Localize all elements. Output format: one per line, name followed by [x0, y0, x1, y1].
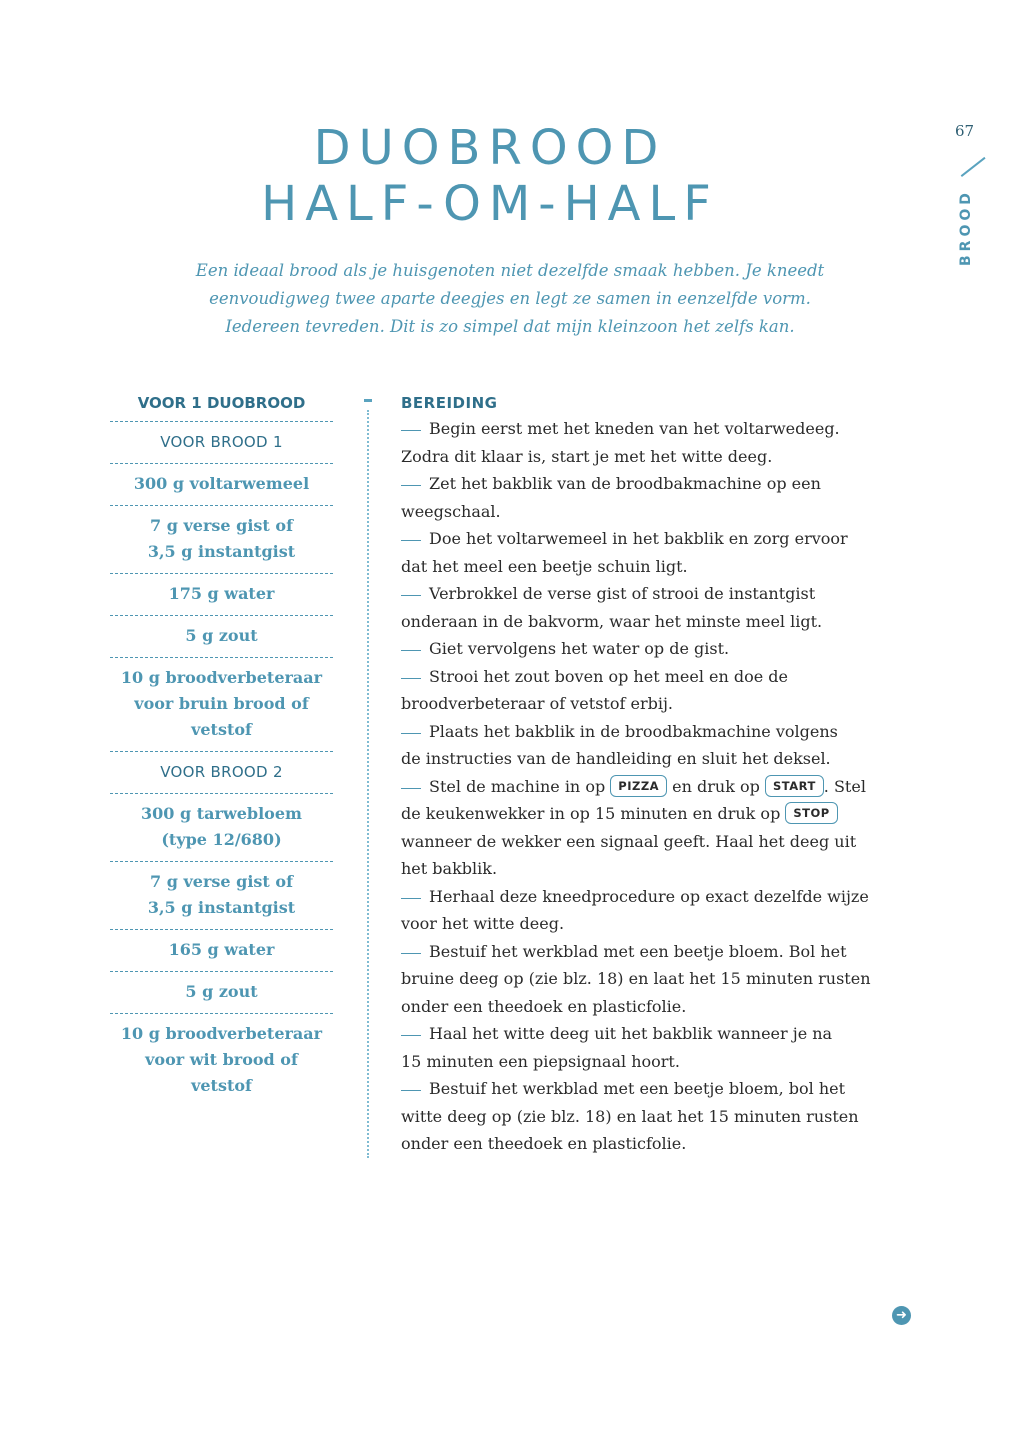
step-line: witte deeg op (zie blz. 18) en laat het 15 minuten rusten: [401, 1106, 859, 1126]
step-line: broodverbeteraar of vetstof erbij.: [401, 694, 674, 713]
preparation-step: [401, 883, 911, 938]
page-slash-decoration: [961, 157, 986, 177]
step-line: 15 minuten een piepsignaal hoort.: [401, 1051, 680, 1071]
step-line: wanneer de wekker een signaal geeft. Haal het deeg uit: [401, 831, 857, 851]
ingredient-line: 5 g zout: [185, 982, 258, 1001]
stop-key-label: STOP: [785, 802, 837, 824]
ingredient-line: 10 g broodverbeteraar: [120, 668, 323, 687]
step-bullet-dash: [401, 540, 421, 541]
step-line: de keukenwekker in op 15 minuten en druk op STOP: [401, 800, 911, 828]
step-line: Bestuif het werkblad met een beetje bloem, bol het: [401, 1075, 911, 1103]
step-line: onder een theedoek en plasticfolie.: [401, 1134, 687, 1153]
preparation-step: [401, 1020, 911, 1075]
ingredient-line: vetstof: [191, 720, 252, 739]
ingredient-line: (type 12/680): [161, 830, 282, 849]
preparation-step: [401, 525, 911, 580]
ingredient-item: [110, 464, 333, 506]
preparation-step: [401, 938, 911, 1021]
preparation-step: [401, 415, 911, 470]
page-number: 67: [955, 122, 975, 140]
intro-line: Een ideaal brood als je huisgenoten niet dezelfde smaak hebben. Je kneedt: [195, 261, 825, 280]
preparation-step: [401, 663, 911, 718]
arrow-right-circle-icon[interactable]: ➜: [892, 1306, 911, 1325]
ingredient-line: voor bruin brood of: [134, 694, 309, 713]
recipe-title-line-1: DUOBROOD: [313, 120, 667, 176]
step-line: weegschaal.: [401, 501, 501, 521]
ingredient-item: [110, 1014, 333, 1107]
ingredients-list: [110, 394, 333, 1107]
column-divider: [367, 410, 369, 1158]
recipe-intro: [150, 257, 870, 341]
step-line: voor het witte deeg.: [401, 914, 565, 933]
step-bullet-dash: [401, 1035, 421, 1036]
ingredient-item: [110, 972, 333, 1014]
step-line: Verbrokkel de verse gist of strooi de instantgist: [401, 580, 911, 608]
intro-line: Iedereen tevreden. Dit is zo simpel dat mijn kleinzoon het zelfs kan.: [225, 317, 795, 336]
step-bullet-dash: [401, 595, 421, 596]
step-bullet-dash: [401, 788, 421, 789]
preparation-section: [401, 394, 911, 1158]
step-line: Zet het bakblik van de broodbakmachine op een: [401, 470, 911, 498]
ingredient-item: [110, 862, 333, 930]
step-line: Giet vervolgens het water op de gist.: [401, 635, 911, 663]
preparation-step: [401, 718, 911, 773]
ingredient-item: [110, 930, 333, 972]
step-line: het bakblik.: [401, 859, 498, 878]
step-line: Begin eerst met het kneden van het voltarwedeeg.: [401, 415, 911, 443]
ingredient-item: [110, 506, 333, 574]
step-line: Herhaal deze kneedprocedure op exact dezelfde wijze: [401, 883, 911, 911]
step-line: onder een theedoek en plasticfolie.: [401, 996, 687, 1016]
ingredient-line: VOOR BROOD 1: [160, 433, 283, 451]
step-line: Haal het witte deeg uit het bakblik wanneer je na: [401, 1020, 911, 1048]
ingredient-line: 10 g broodverbeteraar: [120, 1024, 323, 1043]
pizza-key-label: PIZZA: [610, 775, 667, 797]
step-line: Strooi het zout boven op het meel en doe de: [401, 663, 911, 691]
preparation-step: [401, 1075, 911, 1158]
ingredient-line: 165 g water: [168, 940, 275, 959]
ingredient-line: voor wit brood of: [145, 1050, 298, 1069]
step-bullet-dash: [401, 898, 421, 899]
step-line: dat het meel een beetje schuin ligt.: [401, 556, 688, 576]
start-key-label: START: [765, 775, 824, 797]
ingredient-line: 3,5 g instantgist: [147, 542, 296, 561]
step-line: Zodra dit klaar is, start je met het witte deeg.: [401, 446, 773, 466]
section-label: BROOD: [958, 189, 974, 266]
step-bullet-dash: [401, 430, 421, 431]
ingredient-item: [110, 794, 333, 862]
step-line: onderaan in de bakvorm, waar het minste meel ligt.: [401, 611, 823, 631]
step-bullet-dash: [401, 953, 421, 954]
step-line: Stel de machine in op PIZZA en druk op START . Stel: [401, 773, 911, 801]
preparation-step: [401, 470, 911, 525]
step-line: de instructies van de handleiding en sluit het deksel.: [401, 749, 831, 768]
ingredient-line: VOOR BROOD 2: [160, 763, 283, 781]
preparation-step: [401, 635, 911, 663]
intro-line: eenvoudigweg twee aparte deegjes en legt ze samen in eenzelfde vorm.: [209, 289, 811, 308]
step-bullet-dash: [401, 1090, 421, 1091]
preparation-header: BEREIDING: [401, 394, 498, 412]
step-line: Plaats het bakblik in de broodbakmachine volgens: [401, 718, 911, 746]
ingredient-line: 7 g verse gist of: [150, 516, 293, 535]
recipe-title-line-2: HALF-OM-HALF: [261, 176, 719, 232]
step-bullet-dash: [401, 678, 421, 679]
step-bullet-dash: [401, 650, 421, 651]
ingredient-item: [110, 574, 333, 616]
preparation-step: [401, 580, 911, 635]
step-bullet-dash: [401, 733, 421, 734]
ingredient-line: 5 g zout: [185, 626, 258, 645]
ingredient-item: [110, 616, 333, 658]
preparation-step: [401, 773, 911, 883]
step-line: bruine deeg op (zie blz. 18) en laat het 15 minuten rusten: [401, 969, 871, 988]
ingredient-line: 3,5 g instantgist: [147, 898, 296, 917]
ingredient-line: vetstof: [191, 1076, 252, 1095]
ingredient-line: 300 g voltarwemeel: [133, 474, 310, 493]
ingredient-line: 7 g verse gist of: [150, 872, 293, 891]
step-line: Bestuif het werkblad met een beetje bloem. Bol het: [401, 938, 911, 966]
step-bullet-dash: [401, 485, 421, 486]
ingredient-item: [110, 658, 333, 752]
step-line: Doe het voltarwemeel in het bakblik en zorg ervoor: [401, 525, 911, 553]
ingredient-subheader: [110, 422, 333, 464]
ingredient-subheader: [110, 752, 333, 794]
ingredient-line: 175 g water: [168, 584, 275, 603]
ingredient-line: 300 g tarwebloem: [141, 804, 302, 823]
column-divider-cap: [364, 399, 372, 402]
ingredients-header: VOOR 1 DUOBROOD: [110, 394, 333, 422]
